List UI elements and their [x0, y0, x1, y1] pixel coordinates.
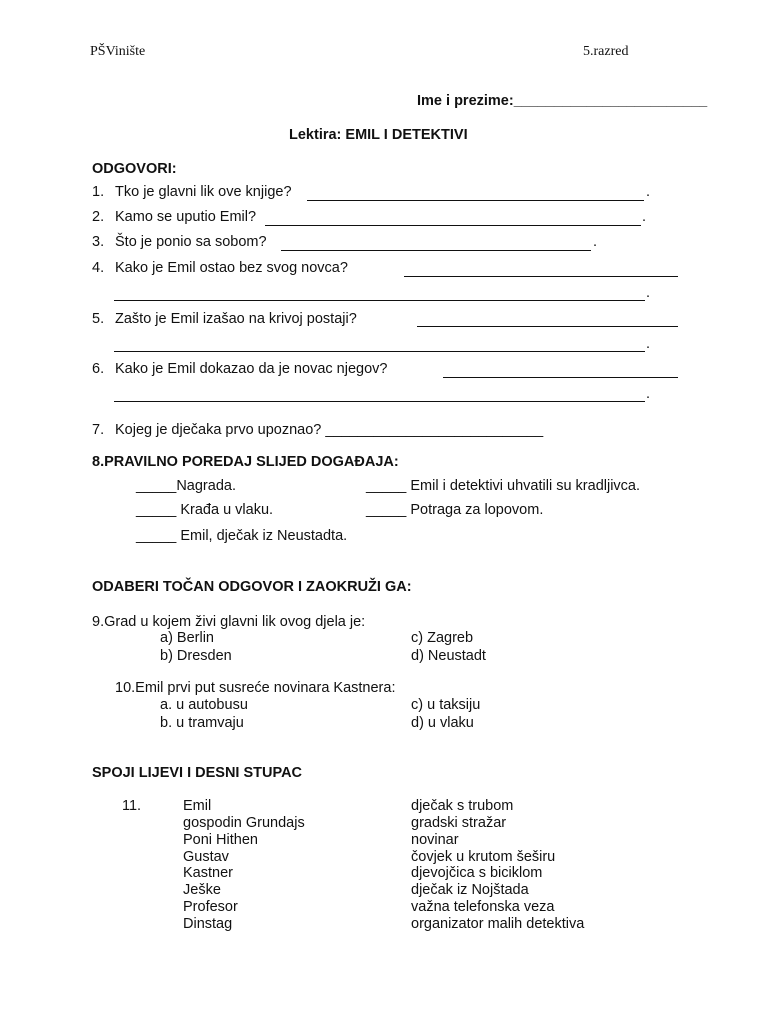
answer-line[interactable] — [404, 276, 678, 277]
option-a[interactable]: a) Berlin — [160, 630, 214, 646]
option-d[interactable]: d) Neustadt — [411, 648, 486, 664]
order-item[interactable] — [366, 478, 640, 494]
left-column-item[interactable]: Profesor — [183, 899, 238, 915]
school-name: PŠVinište — [90, 44, 146, 59]
period: . — [642, 209, 647, 225]
name-field-label[interactable]: Ime i prezime:________________________ — [417, 93, 708, 109]
match-heading: SPOJI LIJEVI I DESNI STUPAC — [92, 765, 303, 781]
option-b[interactable]: b. u tramvaju — [160, 715, 244, 731]
order-item[interactable] — [136, 528, 347, 544]
order-item-label: Nagrada. — [176, 478, 236, 494]
answer-line[interactable] — [114, 300, 645, 301]
option-c[interactable]: c) u taksiju — [411, 697, 481, 713]
order-item-label: Emil i detektivi uhvatili su kradljivca. — [410, 478, 641, 494]
left-column-item[interactable]: Poni Hithen — [183, 832, 258, 848]
right-column-item[interactable]: dječak iz Nojštada — [411, 882, 529, 898]
option-c[interactable]: c) Zagreb — [411, 630, 474, 646]
question-text: Kamo se uputio Emil? — [115, 209, 257, 225]
answer-line[interactable] — [114, 401, 645, 402]
grade-label: 5.razred — [583, 44, 629, 59]
question-9-text: 9.Grad u kojem živi glavni lik ovog djela je: — [92, 614, 366, 630]
question-text: Tko je glavni lik ove knjige? — [115, 184, 292, 200]
left-column-item[interactable]: Dinstag — [183, 916, 233, 932]
order-blank[interactable]: _____ — [366, 502, 407, 518]
answer-line[interactable] — [281, 250, 591, 251]
question-text: Kako je Emil ostao bez svog novca? — [115, 260, 348, 276]
order-blank[interactable]: _____ — [136, 528, 177, 544]
question-number: 1. — [92, 184, 105, 200]
order-item-label: Emil, dječak iz Neustadta. — [180, 528, 348, 544]
answers-heading: ODGOVORI: — [92, 161, 177, 177]
question-number: 7. — [92, 422, 105, 438]
right-column-item[interactable]: čovjek u krutom šeširu — [411, 849, 556, 865]
question-text: Kako je Emil dokazao da je novac njegov? — [115, 361, 388, 377]
order-blank[interactable]: _____ — [366, 478, 407, 494]
answer-line[interactable] — [417, 326, 678, 327]
question-number: 3. — [92, 234, 105, 250]
option-a[interactable]: a. u autobusu — [160, 697, 248, 713]
question-number: 4. — [92, 260, 105, 276]
order-heading: 8.PRAVILNO POREDAJ SLIJED DOGAĐAJA: — [92, 454, 399, 470]
right-column-item[interactable]: gradski stražar — [411, 815, 507, 831]
period: . — [646, 336, 651, 352]
period: . — [646, 285, 651, 301]
answer-line[interactable] — [114, 351, 645, 352]
question-11-number: 11. — [122, 798, 142, 814]
answer-line[interactable] — [265, 225, 641, 226]
page-title: Lektira: EMIL I DETEKTIVI — [289, 127, 468, 143]
option-d[interactable]: d) u vlaku — [411, 715, 474, 731]
order-item[interactable] — [136, 502, 273, 518]
question-text[interactable]: Kojeg je dječaka prvo upoznao? ___________________________ — [115, 422, 544, 438]
left-column-item[interactable]: Kastner — [183, 865, 233, 881]
left-column-item[interactable]: Ješke — [183, 882, 221, 898]
question-text: Što je ponio sa sobom? — [115, 234, 267, 250]
answer-line[interactable] — [443, 377, 678, 378]
option-b[interactable]: b) Dresden — [160, 648, 232, 664]
period: . — [646, 184, 651, 200]
question-text: Zašto je Emil izašao na krivoj postaji? — [115, 311, 357, 327]
order-item[interactable] — [136, 478, 236, 494]
left-column-item[interactable]: gospodin Grundajs — [183, 815, 305, 831]
order-blank[interactable]: _____ — [136, 502, 177, 518]
right-column-item[interactable]: dječak s trubom — [411, 798, 514, 814]
question-10-text: 10.Emil prvi put susreće novinara Kastnera: — [115, 680, 396, 696]
order-item-label: Krađa u vlaku. — [180, 502, 274, 518]
left-column-item[interactable]: Emil — [183, 798, 212, 814]
period: . — [646, 386, 651, 402]
question-number: 2. — [92, 209, 105, 225]
order-item[interactable] — [366, 502, 543, 518]
right-column-item[interactable]: važna telefonska veza — [411, 899, 555, 915]
right-column-item[interactable]: novinar — [411, 832, 459, 848]
right-column-item[interactable]: djevojčica s biciklom — [411, 865, 543, 881]
answer-line[interactable] — [307, 200, 644, 201]
order-blank[interactable]: _____ — [136, 478, 177, 494]
question-number: 5. — [92, 311, 105, 327]
question-number: 6. — [92, 361, 105, 377]
right-column-item[interactable]: organizator malih detektiva — [411, 916, 585, 932]
period: . — [593, 234, 598, 250]
choice-heading: ODABERI TOČAN ODGOVOR I ZAOKRUŽI GA: — [92, 579, 412, 595]
order-item-label: Potraga za lopovom. — [410, 502, 544, 518]
left-column-item[interactable]: Gustav — [183, 849, 229, 865]
